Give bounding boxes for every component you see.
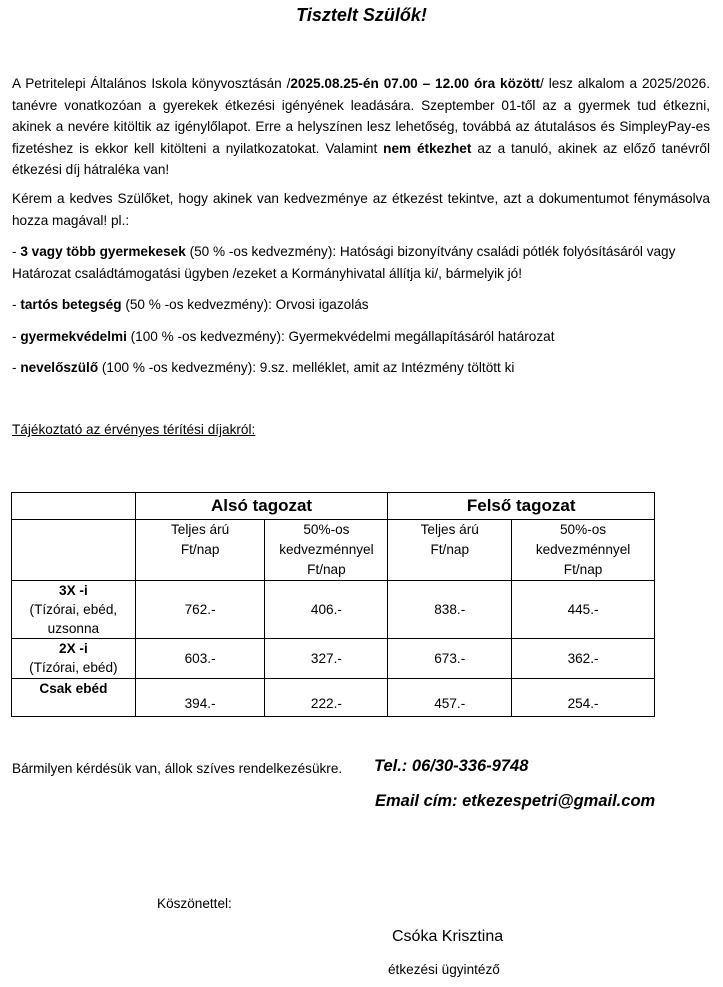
subheader-line: 50%-os — [560, 522, 607, 537]
subheader-line: Ft/nap — [563, 562, 603, 577]
subheader-line: kedvezménnyel — [279, 542, 374, 557]
list-item-foster-parent — [12, 357, 712, 379]
email-address: Email cím: etkezespetri@gmail.com — [375, 792, 656, 810]
page-title: Tisztelt Szülők! — [296, 5, 427, 25]
row-label-sub: (Tízórai, ebéd) — [29, 660, 118, 675]
not-eligible-emphasis: nem étkezhet — [383, 140, 472, 156]
subheader-line: Ft/nap — [180, 542, 220, 557]
table-row — [12, 639, 655, 679]
group-header-lower: Alsó tagozat — [135, 493, 388, 520]
row-label-3x — [12, 581, 136, 639]
fees-table-empty-label — [12, 520, 136, 581]
signer-role: étkezési ügyintéző — [388, 962, 500, 977]
price-cell: 445.- — [512, 581, 655, 639]
list-dash: - — [12, 244, 21, 259]
subheader-line: Teljes árú — [420, 522, 479, 537]
intro-text-a: A Petritelepi Általános Iskola könyvosztásán / — [12, 76, 291, 91]
row-label-2x — [12, 639, 136, 679]
row-label-sub: uzsonna — [47, 621, 100, 636]
group-header-upper: Felső tagozat — [388, 493, 655, 520]
fees-table-group-row — [12, 493, 655, 520]
contact-text: Bármilyen kérdésük van, állok szíves rendelkezésükre. — [12, 761, 343, 776]
price-cell: 838.- — [388, 581, 512, 639]
table-row — [12, 679, 655, 717]
table-row — [12, 581, 655, 639]
row-label-title: 3X -i — [59, 583, 88, 598]
price-cell: 762.- — [135, 581, 265, 639]
subheader-line: Ft/nap — [430, 542, 470, 557]
row-label-lunch-only — [12, 679, 136, 717]
subheader-line: 50%-os — [303, 522, 350, 537]
intro-text-c: / lesz alkalom a 2025/2026. tanévre vonatkozóan a gyerekek étkezési igényének leadására. Szeptember 01-től az a gyermek tud étkezni, akinek a nevére kitöltik az igénylőlapot. Erre a helyszínen lesz lehetőség, továbbá az átutalásos és SimpleyPay-es fizetéshez is ekkor kell kitölteni a nyilatkozatokat. Valamint — [12, 76, 711, 156]
list-item-text: (100 % -os kedvezmény): 9.sz. melléklet, amit az Intézmény töltött ki — [98, 360, 515, 375]
price-cell: 327.- — [265, 639, 388, 679]
fees-info-heading-text: Tájékoztató az érvényes térítési díjakról — [12, 422, 252, 437]
row-label-title: 2X -i — [59, 641, 88, 656]
price-cell: 394.- — [135, 679, 265, 717]
price-cell: 362.- — [512, 639, 655, 679]
price-cell: 222.- — [265, 679, 388, 717]
discount-request-paragraph: Kérem a kedves Szülőket, hogy akinek van kedvezménye az étkezést tekintve, azt a dokumentumot fénymásolva hozza magával! pl.: — [12, 191, 710, 228]
fees-table-subheader-row — [12, 520, 655, 581]
fees-table — [11, 492, 655, 717]
intro-paragraph — [12, 73, 710, 181]
fees-info-heading — [12, 422, 255, 437]
subheader-upper-discount — [512, 520, 655, 581]
signer-name: Csóka Krisztina — [392, 928, 504, 945]
subheader-upper-full — [388, 520, 512, 581]
phone-number: Tel.: 06/30-336-9748 — [374, 757, 529, 775]
list-dash: - — [12, 360, 21, 375]
price-cell: 406.- — [265, 581, 388, 639]
price-cell: 673.- — [388, 639, 512, 679]
price-cell: 603.- — [135, 639, 265, 679]
list-item-three-children — [12, 241, 712, 284]
subheader-line: Teljes árú — [171, 522, 230, 537]
closing-thanks: Köszönettel: — [157, 896, 232, 911]
subheader-line: Ft/nap — [307, 562, 346, 577]
list-item-title: tartós betegség — [20, 297, 122, 312]
list-dash: - — [12, 297, 21, 312]
price-cell: 457.- — [388, 679, 512, 717]
row-label-title: Csak ebéd — [39, 681, 108, 696]
event-date-time: 2025.08.25-én 07.00 – 12.00 óra között — [290, 76, 541, 91]
fees-info-colon: : — [251, 422, 256, 437]
list-item-title: nevelőszülő — [20, 360, 99, 375]
list-item-chronic-illness — [12, 294, 712, 316]
list-item-text: (50 % -os kedvezmény): Orvosi igazolás — [121, 297, 369, 312]
list-item-text: (100 % -os kedvezmény): Gyermekvédelmi megállapításáról határozat — [126, 329, 555, 344]
subheader-line: kedvezménnyel — [535, 542, 631, 557]
intro-text-e: az a tanuló, akinek az előző tanévről étkezési díj hátraléka van! — [12, 140, 710, 177]
list-dash: - — [12, 329, 21, 344]
list-item-text: (50 % -os kedvezmény): Hatósági bizonyítvány családi pótlék folyósításáról vagy Határozat családtámogatási ügyben /ezeket a Kormányhivatal állítja ki/, bármelyik jó! — [12, 244, 676, 281]
row-label-sub: (Tízórai, ebéd, — [29, 602, 118, 617]
list-item-title: gyermekvédelmi — [20, 329, 127, 344]
fees-table-empty-corner — [12, 493, 136, 520]
subheader-lower-discount — [265, 520, 388, 581]
subheader-lower-full — [135, 520, 265, 581]
list-item-title: 3 vagy több gyermekesek — [20, 244, 186, 259]
list-item-child-protection — [12, 326, 712, 348]
price-cell: 254.- — [512, 679, 655, 717]
